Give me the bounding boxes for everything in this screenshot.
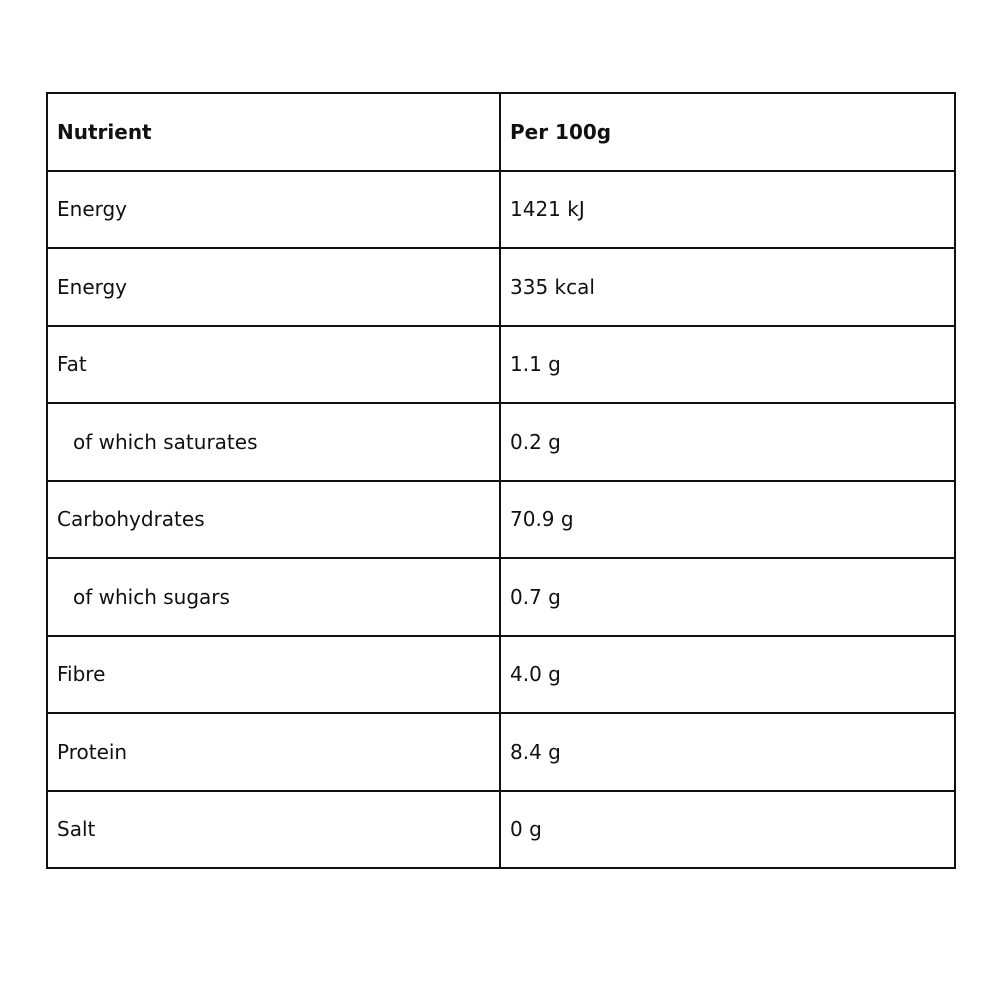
value-cell: 1.1 g (500, 326, 955, 404)
value-cell: 0.7 g (500, 558, 955, 636)
table-row (47, 636, 955, 714)
nutrient-cell: Fibre (47, 636, 500, 714)
nutrient-cell-sub: of which saturates (47, 403, 500, 481)
table-row (47, 791, 955, 869)
header-nutrient: Nutrient (47, 93, 500, 171)
value-cell: 1421 kJ (500, 171, 955, 249)
nutrient-cell-sub: of which sugars (47, 558, 500, 636)
value-cell: 70.9 g (500, 481, 955, 559)
table-row (47, 171, 955, 249)
value-cell: 0 g (500, 791, 955, 869)
table-row (47, 713, 955, 791)
table-row (47, 481, 955, 559)
table-row (47, 326, 955, 404)
table-header (47, 93, 955, 171)
value-cell: 4.0 g (500, 636, 955, 714)
nutrition-table (46, 92, 956, 869)
value-cell: 0.2 g (500, 403, 955, 481)
table-row (47, 558, 955, 636)
nutrient-cell: Energy (47, 248, 500, 326)
nutrient-cell: Protein (47, 713, 500, 791)
table-row (47, 403, 955, 481)
nutrient-cell: Fat (47, 326, 500, 404)
value-cell: 8.4 g (500, 713, 955, 791)
header-per-100g: Per 100g (500, 93, 955, 171)
header-row (47, 93, 955, 171)
table-body (47, 171, 955, 869)
nutrient-cell: Salt (47, 791, 500, 869)
table-row (47, 248, 955, 326)
value-cell: 335 kcal (500, 248, 955, 326)
nutrient-cell: Carbohydrates (47, 481, 500, 559)
nutrient-cell: Energy (47, 171, 500, 249)
